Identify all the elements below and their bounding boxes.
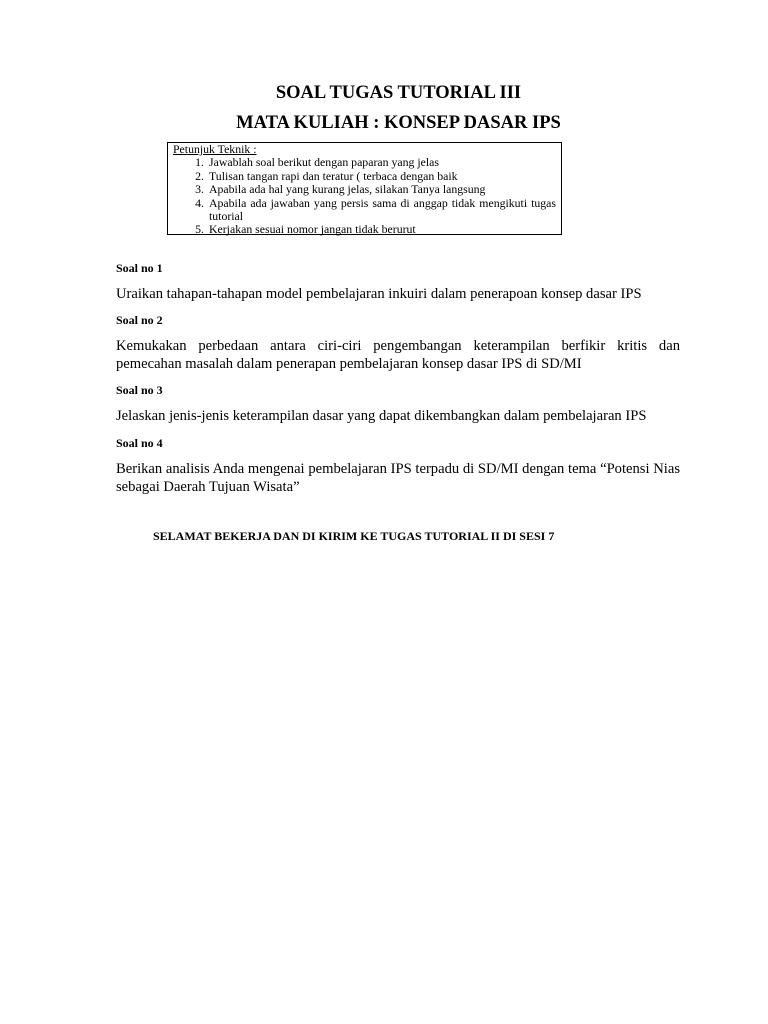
closing-note: SELAMAT BEKERJA DAN DI KIRIM KE TUGAS TUTORIAL II DI SESI 7 <box>153 529 555 543</box>
instruction-number: 3. <box>195 182 204 197</box>
instruction-number: 1. <box>195 155 204 170</box>
instruction-text: Tulisan tangan rapi dan teratur ( terbaca dengan baik <box>209 168 458 183</box>
instruction-item <box>173 197 556 224</box>
instruction-text: Jawablah soal berikut dengan paparan yang jelas <box>209 155 439 170</box>
instruction-item <box>173 183 556 196</box>
question-text: Jelaskan jenis-jenis keterampilan dasar yang dapat dikembangkan dalam pembelajaran IPS <box>116 408 647 424</box>
instruction-text: Apabila ada hal yang kurang jelas, silakan Tanya langsung <box>209 182 486 197</box>
instructions-box <box>167 142 562 235</box>
document-title: SOAL TUGAS TUTORIAL III <box>275 83 522 103</box>
question-text: Uraikan tahapan-tahapan model pembelajaran inkuiri dalam penerapoan konsep dasar IPS <box>116 286 642 302</box>
question-text: Berikan analisis Anda mengenai pembelajaran IPS terpadu di SD/MI dengan tema “Potensi Nias sebagai Daerah Tujuan Wisata” <box>116 461 680 495</box>
instructions-title: Petunjuk Teknik : <box>173 142 257 156</box>
instruction-text: Apabila ada jawaban yang persis sama di anggap tidak mengikuti tugas tutorial <box>209 195 556 224</box>
instruction-item <box>173 170 556 183</box>
instruction-item <box>173 223 556 236</box>
question-text: Kemukakan perbedaan antara ciri-ciri pengembangan keterampilan berfikir kritis dan pemecahan masalah dalam penerapan pembelajaran konsep dasar IPS di SD/MI <box>116 338 680 372</box>
instruction-item <box>173 156 556 169</box>
question-label: Soal no 4 <box>116 436 163 450</box>
instruction-number: 5. <box>195 222 204 237</box>
question-label: Soal no 3 <box>116 383 163 397</box>
instruction-text: Kerjakan sesuai nomor jangan tidak berurut <box>209 222 416 237</box>
course-title: MATA KULIAH : KONSEP DASAR IPS <box>236 113 561 133</box>
instruction-number: 2. <box>195 168 204 183</box>
question-label: Soal no 1 <box>116 261 163 275</box>
instructions-list <box>173 156 556 236</box>
instruction-number: 4. <box>195 195 204 210</box>
question-label: Soal no 2 <box>116 313 163 327</box>
